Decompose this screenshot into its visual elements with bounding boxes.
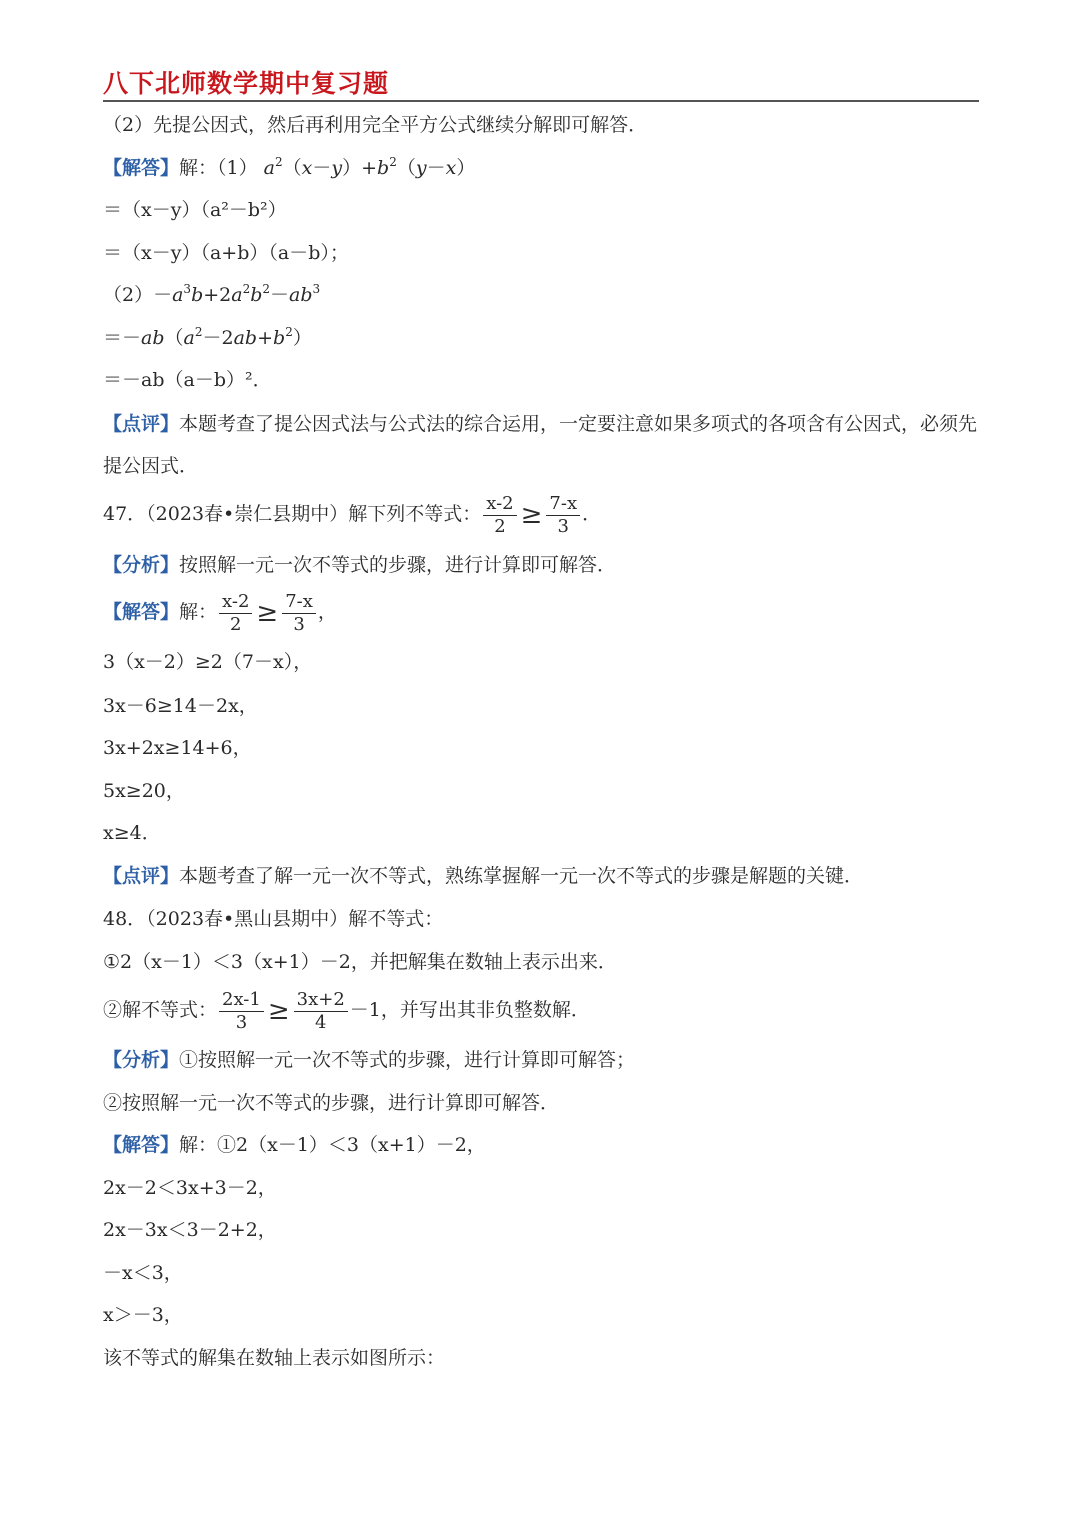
math-line: $=-ab(a^2-2ab+b^2)$ <box>103 325 312 349</box>
geq-symbol: ≥ <box>256 598 279 628</box>
analysis-line: 【分析】①按照解一元一次不等式的步骤，进行计算即可解答； <box>103 1049 636 1071</box>
fraction: $\frac{7-x}{3}$ <box>282 591 316 636</box>
math-line: 2x－2＜3x+3－2， <box>103 1177 277 1199</box>
answer-tag: 【解答】 <box>103 1134 180 1156</box>
math-line: 3x+2x≥14+6， <box>103 737 252 759</box>
analysis-line: 【分析】按照解一元一次不等式的步骤，进行计算即可解答． <box>103 554 617 576</box>
fraction: $\frac{x-2}{2}$ <box>483 493 516 538</box>
math-line: $(2)-a^3b+2a^2b^2-ab^3$ <box>103 282 321 306</box>
math-line: x＞－3， <box>103 1304 183 1326</box>
comment-tag: 【点评】 <box>103 865 180 887</box>
answer-line: 【解答】解： $\frac{x-2}{2}$ ≥ $\frac{7-x}{3}$ ， <box>103 590 337 635</box>
math-line: 2x－3x＜3－2+2， <box>103 1219 277 1241</box>
expression: $a^2(x-y)+b^2(y-x)$ <box>263 155 476 179</box>
page-header <box>103 62 979 102</box>
geq-symbol: ≥ <box>520 500 543 530</box>
answer-tag: 【解答】 <box>103 601 180 623</box>
math-line: ＝（x－y）（a+b）（a－b）； <box>103 242 349 264</box>
question-intro: 47．（2023春•崇仁县期中）解下列不等式： <box>103 503 482 525</box>
page-title: 八下北师数学期中复习题 <box>103 69 390 98</box>
comment-text: 本题考查了提公因式法与公式法的综合运用，一定要注意如果多项式的各项含有公因式，必须先 <box>179 413 978 435</box>
fraction: $\frac{3x+2}{4}$ <box>294 989 348 1034</box>
question-48: 48．（2023春•黑山县期中）解不等式： <box>103 908 444 930</box>
text-line: 提公因式． <box>103 455 199 477</box>
question-48-part2: ②解不等式： $\frac{2x-1}{3}$ ≥ $\frac{3x+2}{4}$ －1，并写出其非负整数解． <box>103 988 590 1033</box>
text-line: 该不等式的解集在数轴上表示如图所示： <box>103 1347 446 1369</box>
analysis-line: ②按照解一元一次不等式的步骤，进行计算即可解答． <box>103 1092 560 1114</box>
math-line: x≥4． <box>103 822 161 844</box>
question-47: 47．（2023春•崇仁县期中）解下列不等式： $\frac{x-2}{2}$ ≥ $\frac{7-x}{3}$ ． <box>103 492 602 537</box>
math-line: 5x≥20， <box>103 780 185 802</box>
comment-line: 【点评】本题考查了解一元一次不等式，熟练掌握解一元一次不等式的步骤是解题的关键． <box>103 865 864 887</box>
fraction: $\frac{7-x}{3}$ <box>546 493 580 538</box>
answer-line: 【解答】解：①2（x－1）＜3（x+1）－2， <box>103 1134 486 1156</box>
analysis-tag: 【分析】 <box>103 1049 180 1071</box>
question-48-part1: ①2（x－1）＜3（x+1）－2，并把解集在数轴上表示出来． <box>103 951 617 973</box>
answer-line <box>103 156 475 180</box>
comment-line <box>103 412 977 436</box>
fraction: $\frac{x-2}{2}$ <box>219 591 252 636</box>
answer-tag: 【解答】 <box>103 157 180 179</box>
math-line: ＝（x－y）（a²－b²） <box>103 199 287 221</box>
fraction: $\frac{2x-1}{3}$ <box>219 989 264 1034</box>
text-line: （2）先提公因式，然后再利用完全平方公式继续分解即可解答． <box>103 114 648 136</box>
math-line: －x＜3， <box>103 1262 183 1284</box>
geq-symbol: ≥ <box>267 996 290 1026</box>
comment-tag: 【点评】 <box>103 413 180 435</box>
math-line: 3（x－2）≥2（7－x）， <box>103 651 313 673</box>
answer-text: 解：（1） <box>179 157 258 179</box>
analysis-tag: 【分析】 <box>103 554 180 576</box>
math-line: 3x－6≥14－2x， <box>103 695 258 717</box>
math-line: ＝－ab（a－b）²． <box>103 369 272 391</box>
